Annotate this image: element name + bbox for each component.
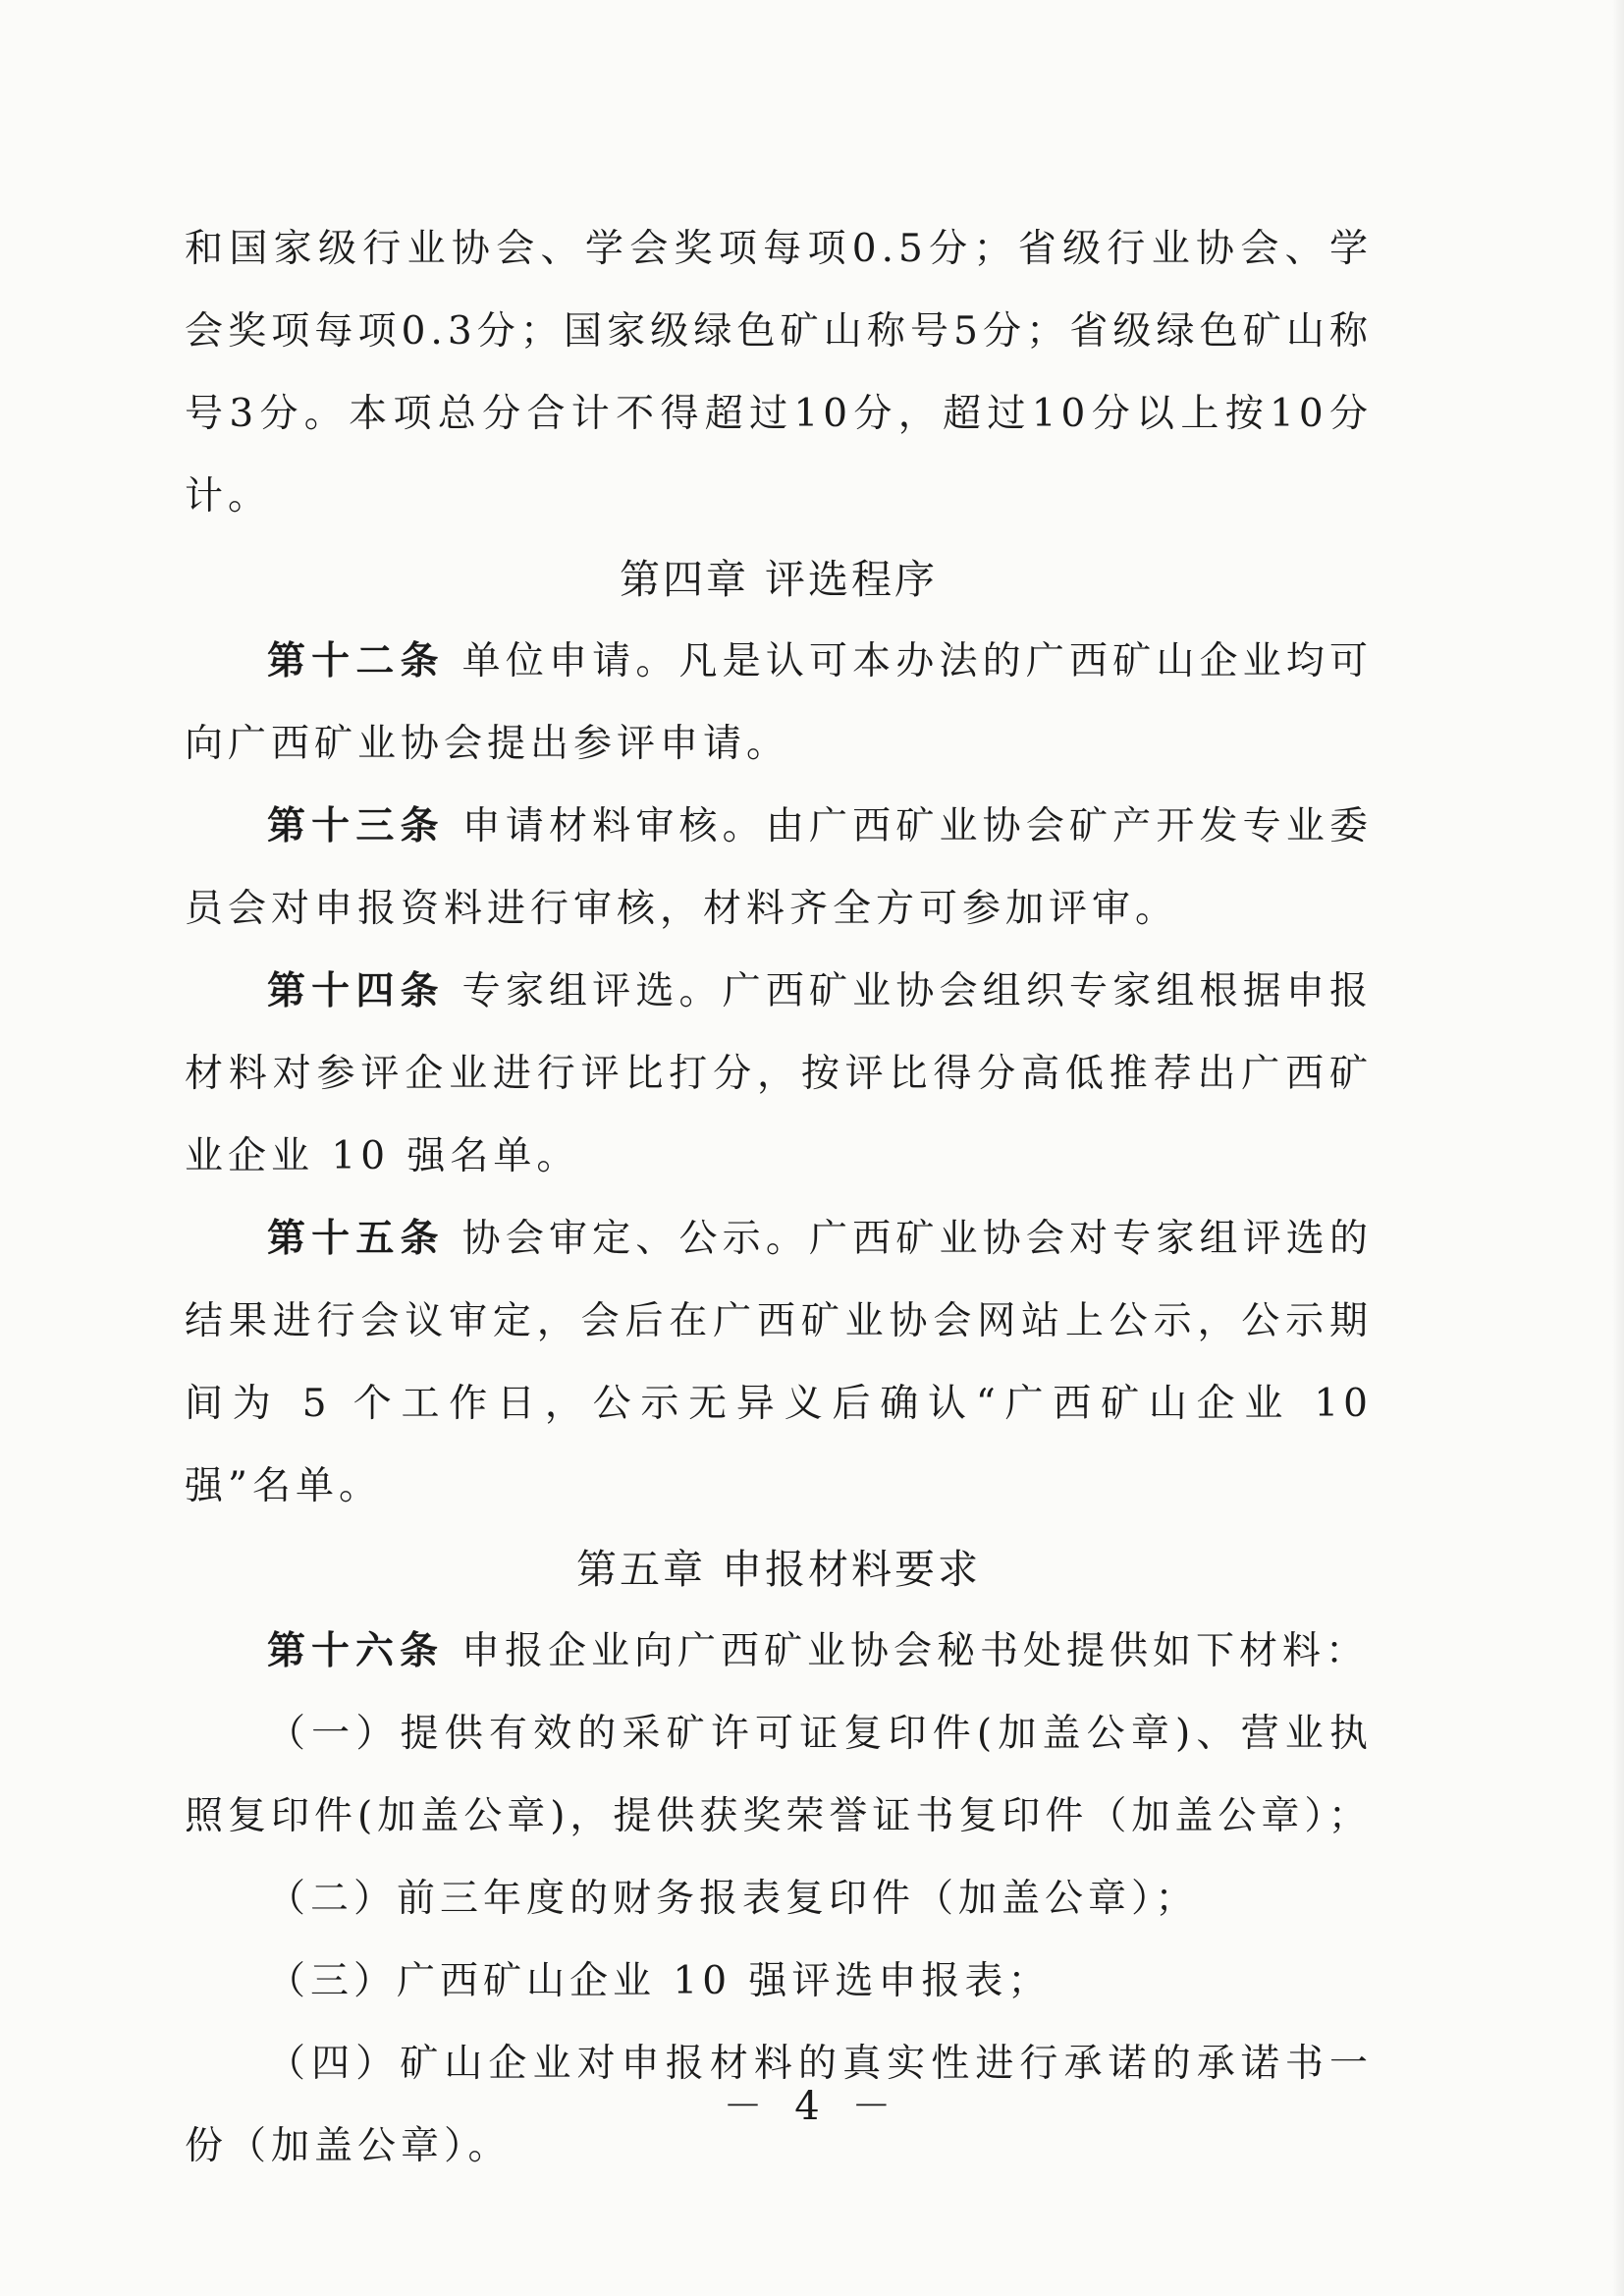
- article-14-label: 第十四条: [267, 969, 445, 1013]
- page-number: － 4 －: [723, 2084, 901, 2129]
- article-16: [185, 1611, 1373, 1693]
- article-13-label: 第十三条: [267, 804, 445, 848]
- article-12-label: 第十二条: [267, 639, 445, 683]
- article-16-label: 第十六条: [267, 1629, 445, 1673]
- article-15-label: 第十五条: [267, 1217, 445, 1261]
- article-15-text: 协会审定、公示。广西矿业协会对专家组评选的结果进行会议审定，会后在广西矿业协会网站上公示，公示期间为 5 个工作日，公示无异义后确认“广西矿山企业 10 强”名单。: [185, 1217, 1373, 1508]
- article-15: [185, 1198, 1373, 1528]
- article-12-text: 单位申请。凡是认可本办法的广西矿山企业均可向广西矿业协会提出参评申请。: [185, 639, 1373, 766]
- article-13: [185, 786, 1373, 951]
- scan-edge-shadow: [1612, 0, 1624, 2296]
- article-14-text: 专家组评选。广西矿业协会组织专家组根据申报材料对参评企业进行评比打分，按评比得分高低推荐出广西矿业企业 10 强名单。: [185, 969, 1373, 1178]
- list-item-3: （三）广西矿山企业 10 强评选申报表；: [267, 1959, 1052, 2003]
- list-item-1: （一）提供有效的采矿许可证复印件(加盖公章)、营业执照复印件(加盖公章)，提供获奖荣誉证书复印件（加盖公章）；: [185, 1712, 1373, 1838]
- article-14: [185, 951, 1373, 1198]
- chapter-heading-4: 第四章 评选程序: [619, 556, 939, 603]
- list-item-4: （四）矿山企业对申报材料的真实性进行承诺的承诺书一份（加盖公章）。: [185, 2042, 1373, 2168]
- article-13-text: 申请材料审核。由广西矿业协会矿产开发专业委员会对申报资料进行审核，材料齐全方可参加评审。: [185, 804, 1373, 931]
- article-16-text: 申报企业向广西矿业协会秘书处提供如下材料：: [461, 1629, 1370, 1673]
- article-12: [185, 621, 1373, 786]
- chapter-heading-5: 第五章 申报材料要求: [575, 1546, 982, 1593]
- paragraph-scoring-continuation: 和国家级行业协会、学会奖项每项0.5分；省级行业协会、学会奖项每项0.3分；国家级绿色矿山称号5分；省级绿色矿山称号3分。本项总分合计不得超过10分，超过10分以上按10分计。: [185, 227, 1373, 519]
- list-item-2: （二）前三年度的财务报表复印件（加盖公章）；: [267, 1877, 1199, 1921]
- document-body: [185, 208, 1373, 2188]
